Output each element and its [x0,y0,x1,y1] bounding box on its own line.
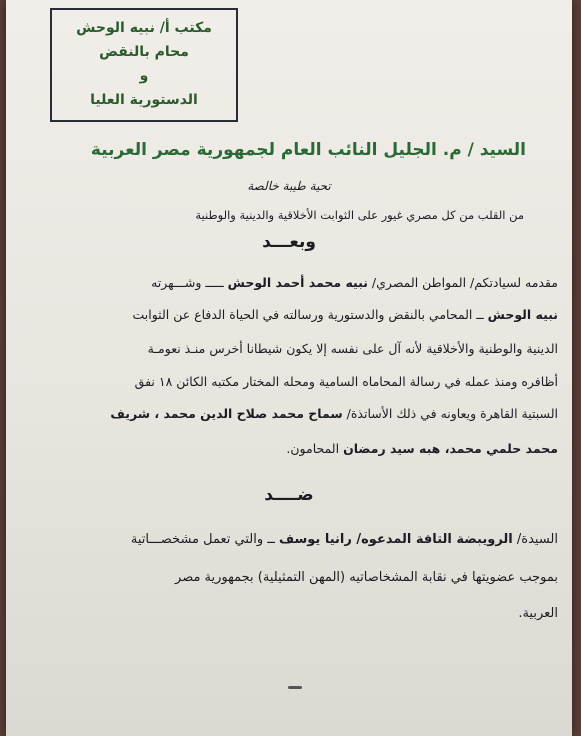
body-line-3: الدينية والوطنية والأخلاقية لأنه آل على نفسه إلا يكون شيطانا أخرس منـذ نعومـة [147,341,558,356]
wabaad-heading: وبعـــد [262,232,316,252]
greeting: تحية طيبة خالصة [247,179,331,193]
plaintiff-name: نبيه محمد أحمد الوحش [227,275,368,290]
assistant-lawyers-part-2: محمد حلمي محمد، هبه سيد رمضان [343,441,558,456]
document-page [6,0,572,736]
plaintiff-nickname: نبيه الوحش [487,307,558,322]
letterhead-title: محام بالنقض [99,44,189,60]
defendant-prefix: السيدة/ [512,532,558,547]
letterhead-conjunction: و [139,68,149,84]
body-line-1-intro: مقدمه لسيادتكم/ المواطن المصري/ [367,275,558,290]
defendant-name: الرويبضة التافة المدعوه/ رانيا يوسف [279,532,513,547]
defendant-line-3: العربية. [518,606,558,621]
body-line-6 [286,441,558,456]
letterhead-office-name: مكتب أ/ نبيه الوحش [76,20,212,36]
body-line-5-intro: السبتية القاهرة ويعاونه في ذلك الأساتذة/ [342,406,558,421]
defendant-line-1 [131,532,558,547]
addressee-line: السيد / م. الجليل النائب العام لجمهورية مصر العربية [90,140,526,160]
body-line-2 [133,307,559,322]
body-line-6-tail: المحامون. [286,441,344,456]
body-line-4: أظافره ومنذ عمله في رسالة المحاماه السامية ومحله المختار مكتبه الكائن ١٨ نفق [134,374,558,389]
body-line-2-rest: ــ المحامي بالنقض والدستورية ورسالته في الحياة الدفاع عن الثوابت [132,307,488,322]
assistant-lawyers-part-1: سماح محمد صلاح الدين محمد ، شريف [110,406,343,421]
defendant-line-2: بموجب عضويتها في نقابة المشخاصاتيه (المهن التمثيلية) بجمهورية مصر [175,570,558,585]
dhid-heading: ضــــد [264,485,314,505]
greeting-subtext: من القلب من كل مصري غيور على الثوابت الأخلاقية والدينية والوطنية [195,208,524,222]
body-line-5 [110,406,558,421]
defendant-line-1-rest: ــ والتي تعمل مشخصـــاتية [130,532,280,547]
body-line-1 [151,275,558,290]
letterhead-box [50,8,238,122]
body-line-1-tail: ـــــ وشـــهرته [151,275,228,290]
letterhead-court: الدستورية العليا [90,92,198,108]
page-mark [288,686,302,689]
